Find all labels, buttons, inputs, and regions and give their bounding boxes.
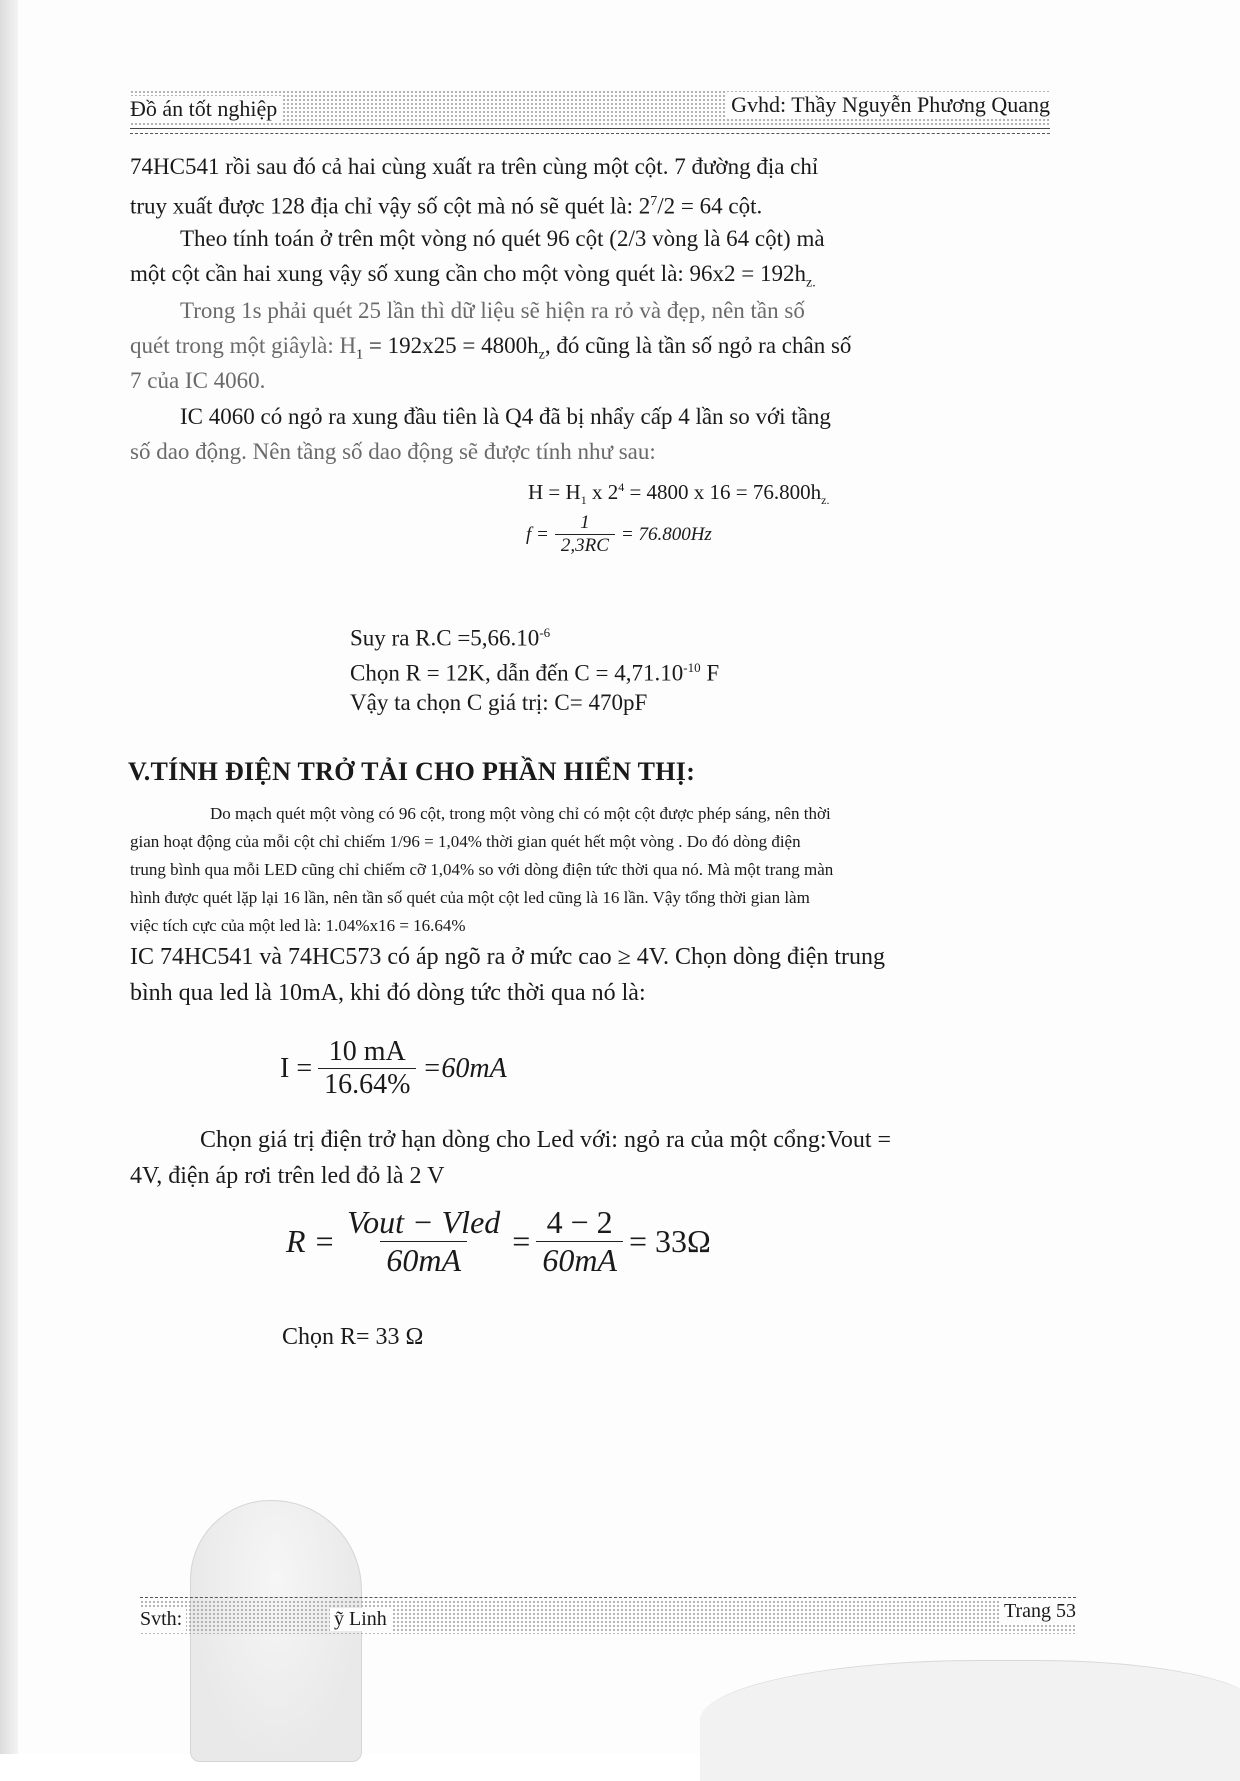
ic-line1: IC 74HC541 và 74HC573 có áp ngõ ra ở mức cao ≥ 4V. Chọn dòng điện trung	[130, 944, 886, 970]
choose-resistor-line2: 4V, điện áp rơi trên led đỏ là 2 V	[130, 1163, 445, 1189]
para2-line2: một cột cần hai xung vậy số xung cần cho một vòng quét là: $96x2 = 192h_{z.}$	[130, 261, 816, 291]
para2-line1: Theo tính toán ở trên một vòng nó quét 96 cột (2/3 vòng là 64 cột) mà	[180, 226, 825, 251]
footer-rule	[140, 1597, 1076, 1598]
para3-line2: quét trong một giâylà: $H_1 = 192x25 = 4800h_z$, đó cũng là tần số ngỏ ra chân số	[130, 333, 852, 363]
footer-author-name: ỹ Linh	[330, 1608, 391, 1631]
para3-line1: Trong 1s phải quét 25 lần thì dữ liệu sẽ hiện ra rỏ và đẹp, nên tần số	[180, 298, 805, 323]
equation-current: I = $\frac{10 mA}{16.64\%}$ =60mA	[280, 1036, 507, 1100]
section-line5: việc tích cực của một led là: 1.04%x16 = 16.64%	[130, 916, 466, 935]
choose-resistor-line1: Chọn giá trị điện trở hạn dòng cho Led với: ngỏ ra của một cổng:Vout =	[200, 1127, 892, 1153]
choose-r: Chọn R = 12K, dẫn đến $C = 4,71.10^{-10}$ F	[350, 660, 720, 686]
para1-line1: 74HC541 rồi sau đó cả hai cùng xuất ra trên cùng một cột. 7 đường địa chỉ	[130, 154, 819, 179]
scan-hand-artifact	[700, 1660, 1240, 1781]
scan-edge-shadow	[0, 0, 18, 1754]
ic-line2: bình qua led là 10mA, khi đó dòng tức thời qua nó là:	[130, 980, 646, 1006]
choose-r-final: Chọn R= 33 Ω	[282, 1324, 424, 1350]
header-rule	[130, 128, 1050, 129]
header-right: Gvhd: Thầy Nguyễn Phương Quang	[725, 92, 1050, 118]
section-line3: trung bình qua mỗi LED cũng chỉ chiếm cỡ 1,04% so với dòng điện tức thời qua nó. Mà một trang màn	[130, 860, 834, 879]
section-line4: hình được quét lặp lại 16 lần, nên tần số quét của một cột led cũng là 16 lần. Vậy tổng thời gian làm	[130, 888, 810, 907]
para4-line1: IC 4060 có ngỏ ra xung đầu tiên là Q4 đã bị nhẩy cấp 4 lần so với tầng	[180, 404, 831, 429]
rc-result: Suy ra $R.C =5,66.10^{-6}$	[350, 625, 551, 651]
para3-line3: 7 của IC 4060.	[130, 368, 266, 393]
footer-author-label: Svth:	[140, 1608, 186, 1631]
page-footer	[140, 1600, 1076, 1634]
para1-line2: truy xuất được 128 địa chỉ vậy số cột mà nó sẽ quét là: $2^7/2 = 64$ cột.	[130, 193, 763, 219]
page-header	[130, 90, 1050, 126]
choose-c: Vậy ta chọn C giá trị: C= 470pF	[350, 690, 648, 715]
section-line1: Do mạch quét một vòng có 96 cột, trong một vòng chỉ có một cột được phép sáng, nên thời	[210, 804, 831, 823]
equation-h: $H = H_1$ x $2^4 = 4800$ x $16 = 76.800h_{z.}$	[528, 480, 830, 508]
para4-line2: số dao động. Nên tầng số dao động sẽ được tính như sau:	[130, 439, 656, 464]
equation-frequency: f = $\frac{1}{2,3RC}$ = 76.800Hz	[526, 512, 712, 556]
equation-resistor: R = $\frac{\text{Vout − Vled}}{60mA}$ = $\frac{4 - 2}{60mA}$ = 33Ω	[286, 1204, 711, 1278]
page-number: Trang 53	[1000, 1600, 1076, 1623]
header-rule-dashed	[130, 133, 1050, 134]
header-left: Đồ án tốt nghiệp	[130, 96, 283, 122]
section-heading: V.TÍNH ĐIỆN TRỞ TẢI CHO PHẦN HIỂN THỊ:	[128, 757, 696, 786]
section-line2: gian hoạt động của mỗi cột chỉ chiếm 1/96 = 1,04% thời gian quét hết một vòng . Do đó dòng điện	[130, 832, 801, 851]
